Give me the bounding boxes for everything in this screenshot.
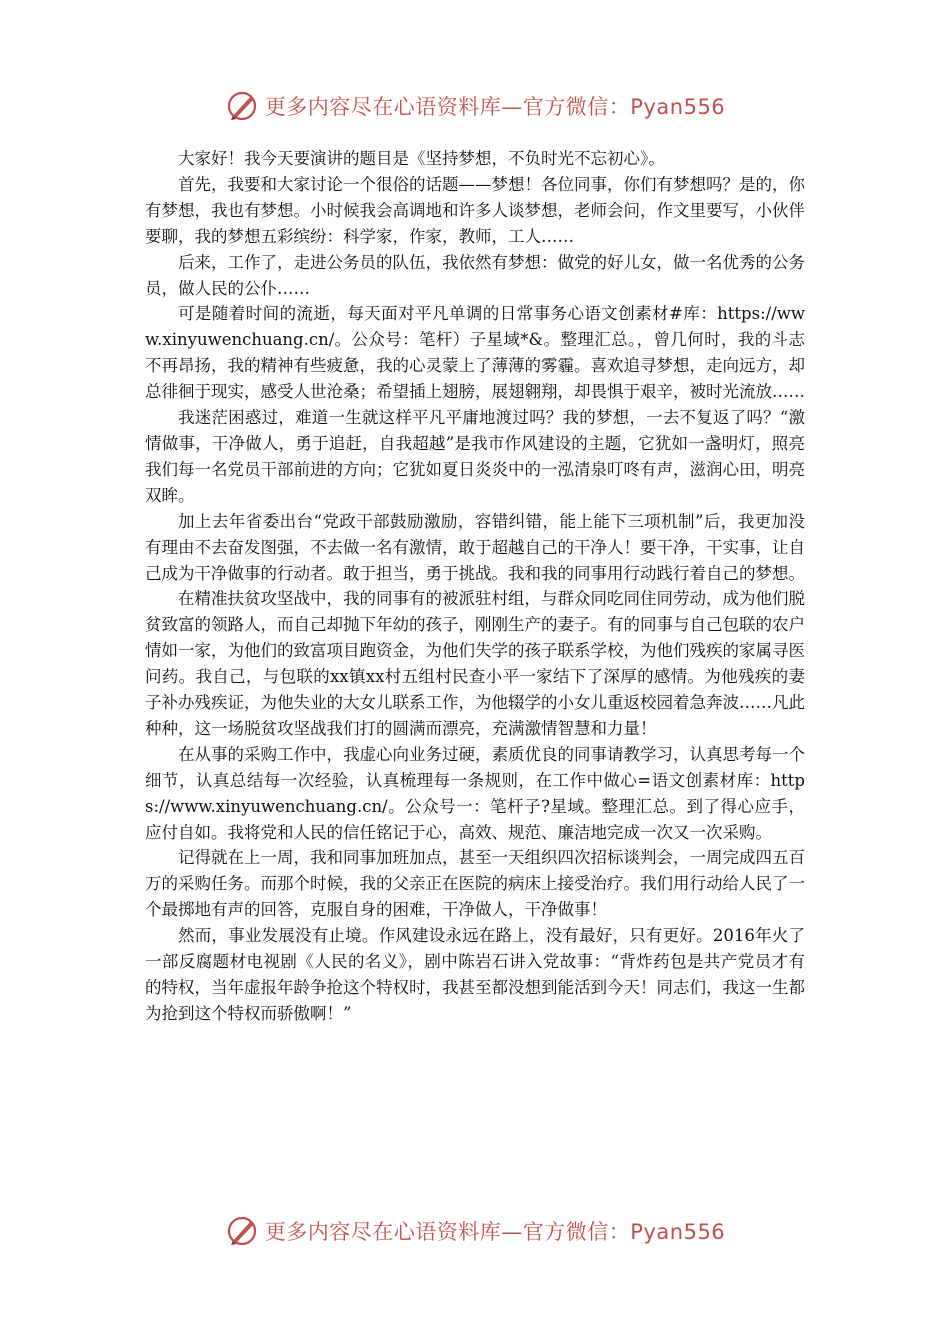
paragraph: 记得就在上一周，我和同事加班加点，甚至一天组织四次招标谈判会，一周完成四五百万的采购任务。而那个时候，我的父亲正在医院的病床上接受治疗。我们用行动给人民了一个最掷地有声的回答，克服自身的困难，干净做人，干净做事！ — [145, 848, 805, 920]
paragraph: 首先，我要和大家讨论一个很俗的话题——梦想！各位同事，你们有梦想吗？是的，你有梦想，我也有梦想。小时候我会高调地和许多人谈梦想，老师会问，作文里要写，小伙伴要聊，我的梦想五彩缤纷：科学家，作家，教师，工人…… — [145, 174, 805, 246]
pen-in-circle-icon — [225, 89, 259, 123]
footer-banner — [0, 1211, 950, 1251]
paragraph: 大家好！我今天要演讲的题目是《坚持梦想，不负时光不忘初心》。 — [178, 149, 665, 168]
footer-banner-text: 更多内容尽在心语资料库—官方微信：Pyan556 — [264, 1220, 726, 1244]
paragraph: 我迷茫困惑过，难道一生就这样平凡平庸地渡过吗？我的梦想，一去不复返了吗？“激情做事，干净做人，勇于追赶，自我超越”是我市作风建设的主题，它犹如一盏明灯，照亮我们每一名党员干部前进的方向；它犹如夏日炎炎中的一泓清泉叮咚有声，滋润心田，明亮双眸。 — [145, 408, 805, 505]
article-body — [145, 146, 805, 1027]
header-banner-text: 更多内容尽在心语资料库—官方微信：Pyan556 — [264, 95, 726, 119]
paragraph: 在从事的采购工作中，我虚心向业务过硬，素质优良的同事请教学习，认真思考每一个细节，认真总结每一次经验，认真梳理每一条规则，在工作中做心=语文创素材库：https://www.xinyuwenchuang.cn/。公众号一：笔杆子?星域。整理汇总。到了得心应手，应付自如。我将党和人民的信任铭记于心，高效、规范、廉洁地完成一次又一次采购。 — [145, 744, 805, 842]
footer-banner-inner — [225, 1214, 725, 1248]
paragraph: 可是随着时间的流逝，每天面对平凡单调的日常事务心语文创素材#库：https://www.xinyuwenchuang.cn/。公众号：笔杆）子星域*&。整理汇总。，曾几何时，我的斗志不再昂扬，我的精神有些疲惫，我的心灵蒙上了薄薄的雾霾。喜欢追寻梦想，走向远方，却总徘徊于现实，感受人世沧桑；希望插上翅膀，展翅翱翔，却畏惧于艰辛，被时光流放…… — [145, 304, 805, 402]
header-banner — [0, 86, 950, 126]
header-banner-inner — [225, 89, 725, 123]
paragraph: 然而，事业发展没有止境。作风建设永远在路上，没有最好，只有更好。2016年火了一部反腐题材电视剧《人民的名义》，剧中陈岩石讲入党故事：“背炸药包是共产党员才有的特权，当年虚报年龄争抢这个特权时，我甚至都没想到能活到今天！同志们，我这一生都为抢到这个特权而骄傲啊！” — [145, 926, 805, 1023]
paragraph: 加上去年省委出台“党政干部鼓励激励，容错纠错，能上能下三项机制”后，我更加没有理由不去奋发图强，不去做一名有激情，敢于超越自己的干净人！要干净，干实事，让自己成为干净做事的行动者。敢于担当，勇于挑战。我和我的同事用行动践行着自己的梦想。 — [145, 511, 805, 583]
paragraph: 后来，工作了，走进公务员的队伍，我依然有梦想：做党的好儿女，做一名优秀的公务员，做人民的公仆…… — [145, 252, 805, 298]
pen-in-circle-icon — [225, 1214, 259, 1248]
paragraph: 在精准扶贫攻坚战中，我的同事有的被派驻村组，与群众同吃同住同劳动，成为他们脱贫致富的领路人，而自己却抛下年幼的孩子，刚刚生产的妻子。有的同事与自己包联的农户情如一家，为他们的致富项目跑资金，为他们失学的孩子联系学校，为他们残疾的家属寻医问药。我自己，与包联的xx镇xx村五组村民查小平一家结下了深厚的感情。为他残疾的妻子补办残疾证，为他失业的大女儿联系工作，为他辍学的小女儿重返校园着急奔波……凡此种种，这一场脱贫攻坚战我们打的圆满而漂亮，充满激情智慧和力量！ — [145, 589, 805, 738]
